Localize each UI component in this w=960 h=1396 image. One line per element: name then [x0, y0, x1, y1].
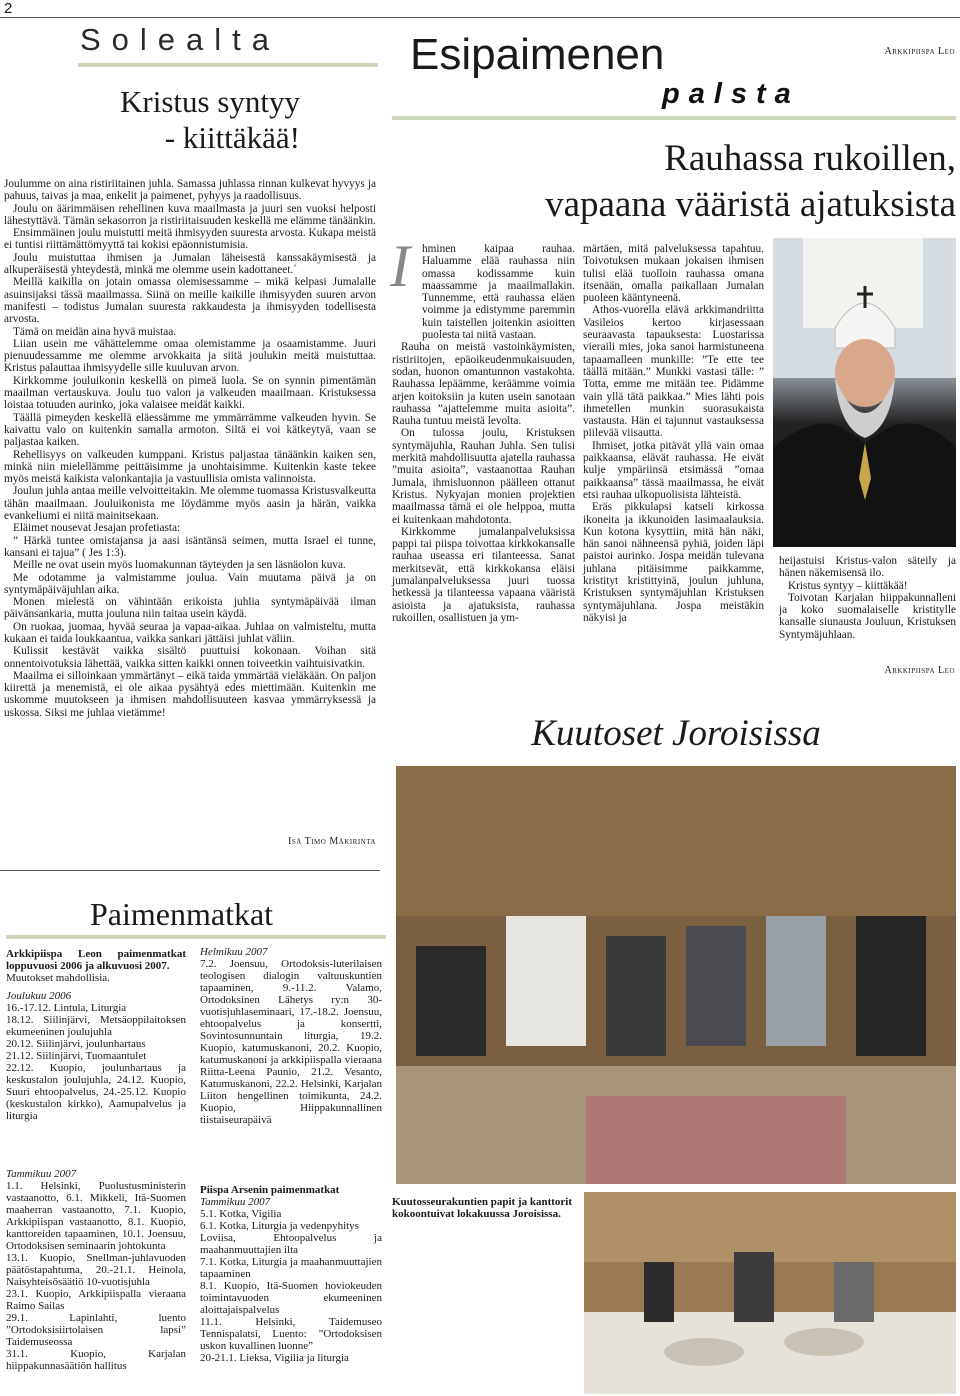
paragraph: Rauha on meistä vastoinkäymisten, ristiriitojen, epäoikeudenmukaisuuden, sodan, huonon omantunnon vastakohta. Rauhassa lepäämme, keräämme voimia arjen koitoksiin ja kuten usein sanotaan rauhassa ”ajattelemme muita asioita”. Rauha tuntuu meistä levolta. [392, 341, 575, 428]
paragraph: ” Härkä tuntee omistajansa ja aasi isäntänsä seimen, mutta Israel ei tunne, kansani ei tajua” ( Jes 1:3). [4, 534, 376, 559]
paragraph: On tulossa joulu, Kristuksen syntymäjuhla, Rauhan Juhla. Sen tulisi merkitä mahdollisuutta ajatella rauhassa ”muita asioita”, vastaanottaa Rauhan Jumala, ihmisluonnon päälleen ottanut Kristus. Nykyajan monien projektien maailmassa tämä ei ole helppoa, mutta ei kuitenkaan mahdotonta. [392, 427, 575, 526]
dining-scene-illustration [584, 1192, 956, 1394]
paragraph: Ensimmäinen joulu muistutti meitä ihmisyyden suuresta arvosta. Kukapa meistä ei tuntisi riittämättömyyttä tai kokisi epäonnistumisia. [4, 227, 377, 252]
article-title-line2: - kiittäkää! [164, 120, 300, 155]
photo-caption: Kuutosseurakuntien papit ja kanttorit kokoontuivat lokakuussa Joroisissa. [392, 1196, 573, 1220]
schedule-item: 23.1. Kuopio, Arkkipiispalla vieraana Raimo Sailas [6, 1288, 186, 1312]
paragraph: hminen kaipaa rauhaa. Haluamme elää rauhassa niin omassa kodissamme kuin maassamme ja maailmallakin. Tunnemme, että rauhassa eläen voimme ja edistymme paremmin kuin taistellen joitenkin asioitten puolesta tai niitä vastaan. [422, 243, 575, 342]
schedule-item: 29.1. Lapinlahti, luento ”Ortodoksisiirtolaisen lapsi” Taidemuseossa [6, 1312, 186, 1348]
schedule-col-1 [6, 948, 186, 1122]
paragraph: Kirkkomme jumalanpalveluksissa pappi tai piispa toivottaa kirkkokansalle rauhaa useassa eri tilanteessa. Sanat merkitsevät, että kirkkokansa eläisi jumalanpalveluksessa juuri tuossa hetkessä ja tilanteessa vapaana vääristä asioista ja ajatuksista, rauhassa rukoillen, osallistuen ja ym- [392, 525, 575, 624]
portrait-illustration [773, 238, 956, 547]
schedule-item: 22.12. Kuopio, joulunhartaus ja keskustalon joulujuhla, 24.12. Kuopio, Suuri ehtoopalvelus, 24.-25.12. Kuopio (keskustalon kirkko), Aamupalvelus ja liturgia [6, 1062, 186, 1122]
schedule-col-3 [6, 1162, 186, 1372]
column-text-1 [392, 243, 575, 624]
paragraph: Joulun juhla antaa meille velvoitteitakin. Me olemme tuomassa Kristusvalkeutta tähän maailmaan. Jouluikonista me löydämme myös aasin ja härän, vaikka evankeliumi ei niitä mainitsekaan. [4, 485, 376, 523]
paragraph: märtäen, mitä palveluksessa tapahtuu. Toivotuksen mukaan jokaisen ihmisen tulisi elää tuolloin rauhassa omana itsenään, omalla paikallaan Jumalan puoleen kääntyneenä. [583, 243, 764, 305]
schedule-item: 20.12. Siilinjärvi, joulunhartaus [6, 1038, 146, 1050]
paragraph: Maailma ei silloinkaan ymmärtänyt – eikä taida ymmärtää vieläkään. On paljon kiirettä ja menemistä, ei ole aikaa pysähtyä edes miettimään. Kuitenkin me uskomme muutokseen ja ihmisen mahdollisuuteen kasvaa ymmärryksessä ja uskossa. Siksi me juhlaa vietämme! [4, 669, 376, 719]
schedule-item: 5.1. Kotka, Vigilia [200, 1208, 282, 1220]
paragraph: Eläimet nousevat Jesajan profetiasta: [13, 522, 181, 535]
column-text-2 [583, 243, 764, 624]
paragraph: Kristus syntyy – kiittäkää! [788, 579, 908, 592]
column-headline [398, 136, 956, 228]
schedule-title: Paimenmatkat [90, 896, 274, 932]
schedule-item: 6.1. Kotka, Liturgia ja vedenpyhitys [200, 1220, 359, 1232]
schedule-item: 31.1. Kuopio, Karjalan hiippakunnasäätiön hallitus [6, 1348, 186, 1372]
article-title-line1: Kristus syntyy [120, 84, 300, 119]
paragraph: Kirkkomme jouluikonin keskellä on pimeä luola. Se on synnin pimentämän maailman vertauskuva. Joulu tuo valon ja valkeuden maailmaan. Kristuksessa loistaa totuuden aurinko, joka valaisee meidät kaikki. [4, 374, 376, 412]
schedule-item: 11.1. Helsinki, Taidemuseo Tennispalatsi, Luento: ”Ortodoksisen uskon kuvallinen luonne” [200, 1316, 382, 1352]
schedule-month: Tammikuu 2007 [6, 1168, 77, 1180]
section-title: Solealta [80, 22, 281, 57]
column-signature: Arkkipiispa Leo [884, 665, 955, 676]
paragraph: Täällä pimeyden keskellä eläessämme me ymmärrämme valkeuden hyvin. Se kaivattu valo on kuitenkin samalla armoton. Siltä ei voi kätkeytyä, vaan se paljastaa kaiken. [4, 411, 376, 449]
paragraph: Tämä on meidän aina hyvä muistaa. [13, 325, 177, 338]
paragraph: Joulu on äärimmäisen rehellinen kuva maailmasta ja juuri sen vuoksi helposti lähestyttävä. Tämän sekasorron ja ristiriitaisuuden keskellä me elämme tänäänkin. [4, 202, 376, 227]
schedule-month: Helmikuu 2007 [200, 946, 268, 958]
paragraph: Eräs pikkulapsi katseli kirkossa ikoneita ja ikkunoiden lasimaalauksia. Kun kotona kysyttiin, mitä hän näki, hän sanoi nähneensä pyhiä, joiden läpi paistoi aurinko. Jospa meidän tulevana juhlana pitäisimme paikkamme, kristityt kristittyinä, joulun juhluna, Kristuksen syntymäjuhlan Kristuksen syntymäjuhlana. Jospa meistäkin näkyisi ja [583, 501, 764, 624]
paragraph: Toivotan Karjalan hiippakunnalleni ja koko suomalaiselle kristitylle kansalle siunausta Jouluun, Kristuksen Syntymäjuhlaan. [779, 591, 956, 641]
schedule-item: 1.1. Helsinki, Puolustusministerin vastaanotto, 6.1. Mikkeli, Itä-Suomen maaherran vastaanotto, 7.1. Kuopio, Arkkipiispan vastaanotto, 8.1. Kuopio, kanttoreiden tapaaminen, 10.1. Joensuu, Ortodoksisen seminaarin johtokunta [6, 1180, 186, 1252]
column-byline: Arkkipiispa Leo [884, 46, 955, 57]
schedule-col-2 [200, 946, 382, 1126]
column-title: Esipaimenen [410, 30, 665, 79]
schedule-item: 16.-17.12. Lintula, Liturgia [6, 1002, 127, 1014]
article-signature: Isä Timo Mäkirinta [288, 836, 376, 847]
paragraph: heijastuisi Kristus-valon säteily ja hänen näkemisensä ilo. [779, 555, 956, 580]
paragraph: Athos-vuorella elävä arkkimandriitta Vasileios kertoo kirjasessaan seuraavasta tapauksesta: Luostarissa vieraili mies, joka sanoi harmistuneena tapaamalleen munkille: ”Te ette tee täällä mitään.” Munkki vastasi tälle: ” Totta, emme me mitään tee. Pidämme vain yllä tätä paikkaa.” Mies lähti pois ihmetellen munkin suorasukaista vastausta. Hän ei tajunnut vastauksessa piilevää viisautta. [583, 304, 764, 440]
schedule-item: 21.12. Siilinjärvi, Tuomaantulet [6, 1050, 147, 1062]
article-body [4, 178, 376, 719]
section-underline [78, 63, 378, 67]
schedule-item: 13.1. Kuopio, Snellman-juhlavuoden päätöstapahtuma, 20.-21.1. Heinola, Naisyhteisösäätiö 10-vuotisjuhla [6, 1252, 186, 1288]
paragraph: Rehellisyys on valkeuden kumppani. Kristus paljastaa tänäänkin kaiken sen, minkä niin mielellämme peittäisimme ja unohtaisimme. Kuitenkin kaste tekee myös meistä kaikista valonkantajia ja vastuullisia omista valinnoista. [4, 448, 376, 486]
paragraph: Joulumme on aina ristiriitainen juhla. Samassa juhlassa rinnan kulkevat hyvyys ja pahuus, taivas ja maa, enkelit ja paimenet, pyhyys ja raadollisuus. [4, 178, 376, 203]
schedule-item: Loviisa, Ehtoopalvelus ja maahanmuuttajien ilta [200, 1232, 382, 1256]
archbishop-photo [773, 238, 956, 547]
schedule-item: 7.2. Joensuu, Ortodoksis-luterilaisen teologisen dialogin valtuuskuntien tapaaminen, 9.-11.2. Valamo, Ortodoksinen Lähetys ry:n 30-vuotisjuhlaseminaari, 17.-18.2. Joensuu, ehtoopalvelus ja konsertti, Sovintosunnuntain liturgia, 19.2. Kuopio, katumuskanoni, 20.2. Kuopio, katumuskanoni ja arkkipiispalla vieraana Riitta-Leena Paunio, 21.2. Vesanto, Katumuskanoni, 22.2. Helsinki, Karjalan Liiton hengellinen toimikunta, 24.2. Kuopio, Hiippakunnallinen tiistaiseurapäivä [200, 958, 382, 1126]
schedule-month: Tammikuu 2007 [200, 1196, 271, 1208]
paragraph: On ruokaa, juomaa, hyvää seuraa ja vapaa-aikaa. Juhlaa on valmisteltu, mutta kukaan ei taida loukkaantua, vaikka sankari jättäisi juhlat väliin. [4, 620, 376, 645]
top-rule [0, 17, 960, 18]
paragraph: Liian usein me vähättelemme omaa olemistamme ja osaamistamme. Juuri pienuudessamme me olemme arvokkaita ja siitä joulukin meitä muistuttaa. Kristus palauttaa ihmisyydelle sille kuuluvan arvon. [4, 337, 376, 375]
schedule-underline [6, 935, 386, 939]
meeting-photo-1 [396, 766, 956, 1184]
column-text-3 [779, 555, 956, 641]
meeting-scene-illustration [396, 766, 956, 1184]
schedule-item: 8.1. Kuopio, Itä-Suomen hoviokeuden toimintavuoden ekumeeninen aloittajaispalvelus [200, 1280, 382, 1316]
paragraph: Joulu muistuttaa ihmisen ja Jumalan läheisestä kanssakäymisestä ja alkuperäisestä yhteydestä, minkä me olemme usein kadottaneet.´ [4, 251, 376, 277]
paimenmatkat-rule [0, 870, 380, 871]
photo-feature-title: Kuutoset Joroisissa [531, 713, 821, 754]
schedule-item: 7.1. Kotka, Liturgia ja maahanmuuttajien tapaaminen [200, 1256, 382, 1280]
page-number: 2 [4, 0, 13, 17]
schedule-intro: Arkkipiispa Leon paimenmatkat loppuvuosi 2006 ja alkuvuosi 2007. [6, 948, 186, 972]
column-subtitle: palsta [662, 78, 800, 110]
paragraph: Meille ne ovat usein myös luomakunnan täyteyden ja sen läsnäolon kuva. [13, 559, 346, 572]
paragraph: Me odotamme ja valmistamme joulua. Vain muutama päivä ja on syntymäpäiväjuhlan aika. [4, 571, 376, 596]
headline-line2: vapaana vääristä ajatuksista [545, 184, 956, 225]
schedule-item: 18.12. Siilinjärvi, Metsäoppilaitoksen ekumeeninen joulujuhla [6, 1014, 186, 1038]
schedule-month: Joulukuu 2006 [6, 990, 72, 1002]
meeting-photo-2 [584, 1192, 956, 1394]
schedule-item: 20-21.1. Lieksa, Vigilia ja liturgia [200, 1352, 349, 1364]
paragraph: Ihmiset, jotka pitävät yllä vain omaa paikkaansa, elävät rauhassa. He eivät kulje ympäriinsä etsimässä ”omaa paikkaansa” tässä maailmassa, he eivät etsi rauhaa ulkopuolisista lähteistä. [583, 439, 764, 501]
headline-line1: Rauhassa rukoillen, [664, 138, 956, 179]
paragraph: Monen mielestä on vähintään erikoista juhlia syntymäpäivää ilman päivänsankaria, mutta joulunа niin taitaa usein käydä. [4, 596, 376, 621]
paragraph: Kulissit kestävät vaikka sisältö puuttuisi kokonaan. Voihan sitä onnentoivotuksia lähettää, vaikka sitten kaikki onnen toiveetkin vaihtuisivatkin. [4, 645, 376, 670]
paragraph: Meillä kaikilla on jotain omassa olemisessamme – mikä kelpasi Jumalalle asuinsijaksi tässä maailmassa. Siinä on meille kaikille ihmisyyden suuren arvon manifesti – todistus Jumalan suuresta rakkaudesta ja ihmisyyden todellisesta arvosta. [4, 276, 376, 326]
column-underline [392, 116, 956, 120]
schedule-subheading: Piispa Arsenin paimenmatkat [200, 1184, 340, 1196]
article-title [60, 84, 300, 156]
schedule-col-4 [200, 1184, 382, 1364]
drop-cap: I [390, 233, 410, 299]
schedule-note: Muutokset mahdollisia. [6, 972, 110, 984]
